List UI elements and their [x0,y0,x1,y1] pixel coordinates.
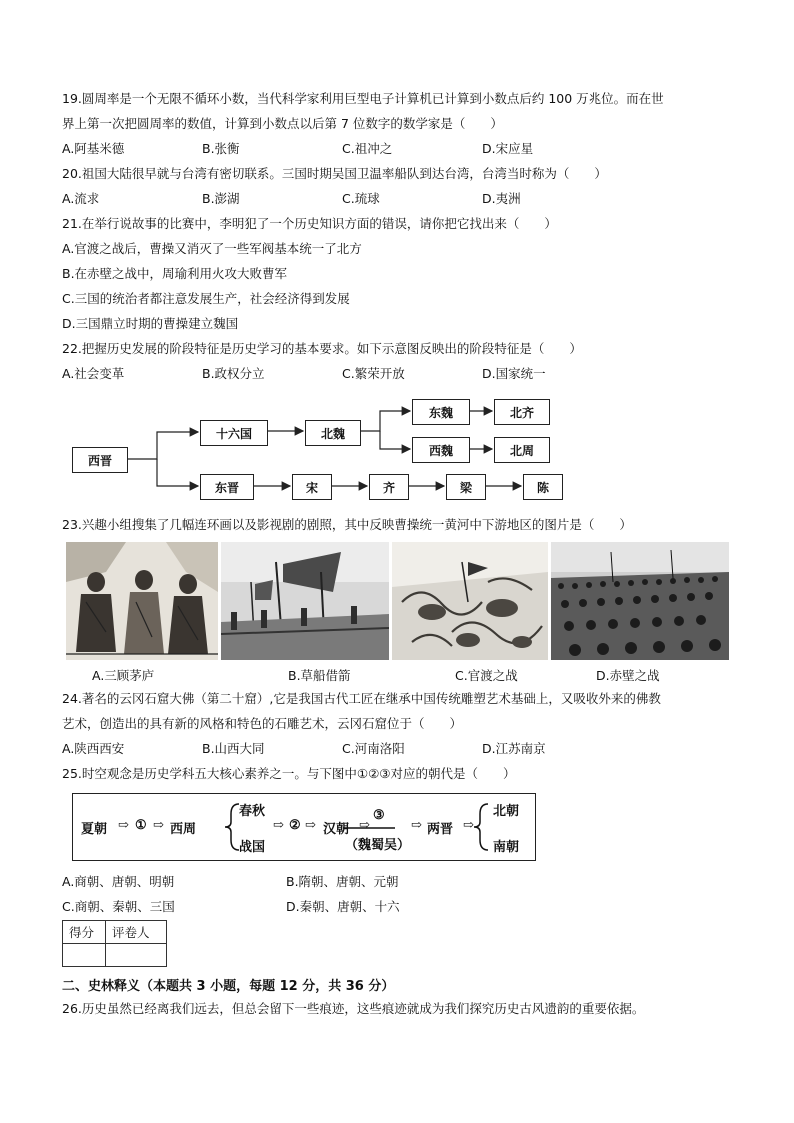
q26-stem: 26.历史虽然已经离我们远去，但总会留下一些痕迹，这些痕迹就成为我们探究历史古风遗韵的重要依据。 [62,1001,645,1016]
q20-option-a[interactable]: A.流求 [62,191,100,206]
q24-stem-line1: 24.著名的云冈石窟大佛（第二十窟）,它是我国古代工匠在继承中国传统雕塑艺术基础上，又吸收外来的佛教 [62,691,661,706]
q25-option-c[interactable]: C.商朝、秦朝、三国 [62,899,175,914]
grader-header: 评卷人 [106,921,167,944]
arrow-icon: ⇨ [359,818,370,833]
grader-cell[interactable] [106,944,167,967]
q23-stem: 23.兴趣小组搜集了几幅连环画以及影视剧的剧照，其中反映曹操统一黄河中下游地区的图片是（ ） [62,517,632,532]
flow-c1: ① [135,818,147,833]
dynasty-diagram-arrows [0,0,794,520]
node-xiwei: 西魏 [412,437,470,463]
node-beiwei: 北魏 [305,420,361,446]
q19-option-c[interactable]: C.祖冲之 [342,141,393,156]
picture-san-gu-mao-lu[interactable] [66,542,218,660]
flow-chunqiu: 春秋 [239,804,266,819]
dynasty-timeline-figure [72,793,536,861]
q20-stem: 20.祖国大陆很早就与台湾有密切联系。三国时期吴国卫温率船队到达台湾，台湾当时称为（ ） [62,166,607,181]
node-dongwei: 东魏 [412,399,470,425]
q22-stem: 22.把握历史发展的阶段特征是历史学习的基本要求。如下示意图反映出的阶段特征是（ ） [62,341,582,356]
q24-option-a[interactable]: A.陕西西安 [62,741,125,756]
flow-xizhou: 西周 [170,822,197,837]
arrow-icon: ⇨ [273,818,284,833]
score-header: 得分 [63,921,106,944]
q25-option-a[interactable]: A.商朝、唐朝、明朝 [62,874,175,889]
flow-nanchao: 南朝 [493,840,520,855]
node-beiqi: 北齐 [494,399,550,425]
section-title: 二、史林释义（本题共 3 小题，每题 12 分，共 36 分） [62,979,395,994]
picture-guan-du-zhi-zhan[interactable] [392,542,548,660]
flow-wei-shu-wu: （魏蜀吴） [345,838,411,853]
flow-c2: ② [289,818,301,833]
q19-option-a[interactable]: A.阿基米德 [62,141,125,156]
q20-option-d[interactable]: D.夷洲 [482,191,521,206]
arrow-icon: ⇨ [411,818,422,833]
node-qi: 齐 [369,474,409,500]
q25-option-d[interactable]: D.秦朝、唐朝、十六 [286,899,400,914]
q24-option-d[interactable]: D.江苏南京 [482,741,546,756]
q19-option-d[interactable]: D.宋应星 [482,141,534,156]
score-table [62,920,167,967]
q22-option-d[interactable]: D.国家统一 [482,366,546,381]
picture-chi-bi-zhi-zhan[interactable] [551,542,729,660]
q21-option-c[interactable]: C.三国的统治者都注意发展生产，社会经济得到发展 [62,291,350,306]
node-shiliuguo: 十六国 [200,420,268,446]
q20-option-b[interactable]: B.澎湖 [202,191,240,206]
node-beizhou: 北周 [494,437,550,463]
q25-option-b[interactable]: B.隋朝、唐朝、元朝 [286,874,399,889]
arrow-icon: ⇨ [463,818,474,833]
q22-option-c[interactable]: C.繁荣开放 [342,366,405,381]
flow-beichao: 北朝 [493,804,520,819]
node-liang: 梁 [446,474,486,500]
q24-option-b[interactable]: B.山西大同 [202,741,265,756]
node-dongjin: 东晋 [200,474,254,500]
node-chen: 陈 [523,474,563,500]
q23-option-b[interactable]: B.草船借箭 [288,668,351,683]
arrow-icon: ⇨ [305,818,316,833]
q21-option-b[interactable]: B.在赤壁之战中，周瑜利用火攻大败曹军 [62,266,288,281]
node-xijin: 西晋 [72,447,128,473]
q22-option-b[interactable]: B.政权分立 [202,366,265,381]
node-song: 宋 [292,474,332,500]
arrow-icon: ⇨ [153,818,164,833]
flow-xia: 夏朝 [81,822,108,837]
picture-cao-chuan-jie-jian[interactable] [221,542,389,660]
q25-stem: 25.时空观念是历史学科五大核心素养之一。与下图中①②③对应的朝代是（ ） [62,766,516,781]
q24-option-c[interactable]: C.河南洛阳 [342,741,405,756]
flow-liangjin: 两晋 [427,822,454,837]
q21-option-d[interactable]: D.三国鼎立时期的曹操建立魏国 [62,316,239,331]
q23-option-a[interactable]: A.三顾茅庐 [92,668,155,683]
flow-c3: ③ [373,808,385,823]
arrow-icon: ⇨ [118,818,129,833]
q19-stem-line1: 19.圆周率是一个无限不循环小数，当代科学家利用巨型电子计算机已计算到小数点后约 100 万兆位。而在世 [62,91,664,106]
q21-option-a[interactable]: A.官渡之战后，曹操又消灭了一些军阀基本统一了北方 [62,241,362,256]
q23-option-c[interactable]: C.官渡之战 [455,668,518,683]
q22-option-a[interactable]: A.社会变革 [62,366,125,381]
q19-stem-line2: 界上第一次把圆周率的数值，计算到小数点以后第 7 位数字的数学家是（ ） [62,116,503,131]
q24-stem-line2: 艺术，创造出的具有新的风格和特色的石雕艺术，云冈石窟位于（ ） [62,716,463,731]
q21-stem: 21.在举行说故事的比赛中，李明犯了一个历史知识方面的错误，请你把它找出来（ ） [62,216,557,231]
q23-option-d[interactable]: D.赤壁之战 [596,668,660,683]
q20-option-c[interactable]: C.琉球 [342,191,380,206]
flow-zhanguo: 战国 [239,840,266,855]
flow-han: 汉朝 [323,822,350,837]
q19-option-b[interactable]: B.张衡 [202,141,240,156]
score-cell[interactable] [63,944,106,967]
